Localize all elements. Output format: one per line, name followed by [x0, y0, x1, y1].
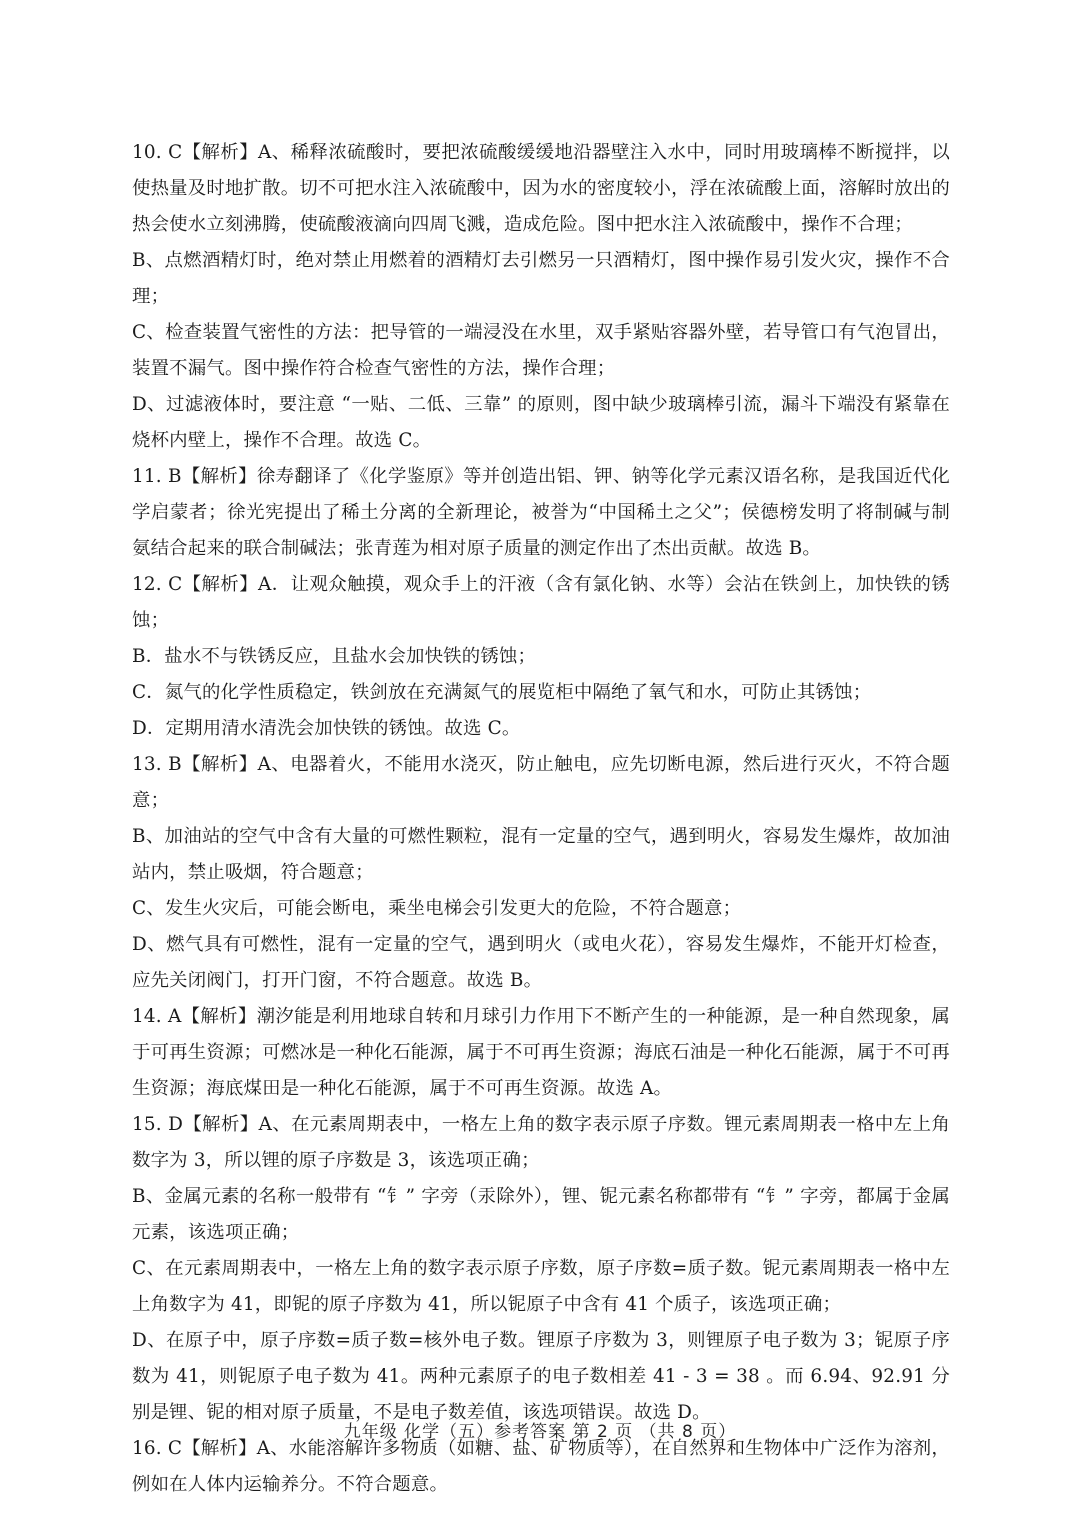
answer-12-option-d: D．定期用清水清洗会加快铁的锈蚀。故选 C。	[132, 718, 521, 739]
answer-16-option-a: 16. C【解析】A、水能溶解许多物质（如糖、盐、矿物质等），在自然界和生物体中广泛作为溶剂，例如在人体内运输养分。不符合题意。	[132, 1438, 950, 1495]
answer-15-option-b: B、金属元素的名称一般带有 “钅” 字旁（汞除外），锂、铌元素名称都带有 “钅” 字旁，都属于金属元素，该选项正确；	[132, 1186, 950, 1243]
answer-13-option-d: D、燃气具有可燃性，混有一定量的空气，遇到明火（或电火花），容易发生爆炸，不能开灯检查，应先关闭阀门，打开门窗，不符合题意。故选 B。	[132, 934, 950, 991]
answer-12-option-b: B．盐水不与铁锈反应，且盐水会加快铁的锈蚀；	[132, 646, 537, 667]
answer-15-option-a: 15. D【解析】A、在元素周期表中，一格左上角的数字表示原子序数。锂元素周期表一格中左上角数字为 3，所以锂的原子序数是 3，该选项正确；	[132, 1114, 950, 1171]
answer-15-option-c: C、在元素周期表中，一格左上角的数字表示原子序数，原子序数=质子数。铌元素周期表一格中左上角数字为 41，即铌的原子序数为 41，所以铌原子中含有 41 个质子，该选项正确；	[132, 1258, 950, 1315]
answer-14: 14. A【解析】潮汐能是利用地球自转和月球引力作用下不断产生的一种能源，是一种自然现象，属于可再生资源；可燃冰是一种化石能源，属于不可再生资源；海底石油是一种化石能源，属于不可再生资源；海底煤田是一种化石能源，属于不可再生资源。故选 A。	[132, 1006, 950, 1099]
answer-12-option-c: C．氮气的化学性质稳定，铁剑放在充满氮气的展览柜中隔绝了氧气和水，可防止其锈蚀；	[132, 682, 872, 703]
answer-15-option-d: D、在原子中，原子序数=质子数=核外电子数。锂原子序数为 3，则锂原子电子数为 3；铌原子序数为 41，则铌原子电子数为 41。两种元素原子的电子数相差 41 - 3 = 38 。而 6.94、92.91 分别是锂、铌的相对原子质量，不是电子数差值，该选项错误。故选 D。	[132, 1330, 950, 1423]
answer-10-option-c: C、检查装置气密性的方法：把导管的一端浸没在水里，双手紧贴容器外壁，若导管口有气泡冒出，装置不漏气。图中操作符合检查气密性的方法，操作合理；	[132, 322, 950, 379]
answer-12-option-a: 12. C【解析】A．让观众触摸，观众手上的汗液（含有氯化钠、水等）会沾在铁剑上，加快铁的锈蚀；	[132, 574, 950, 631]
answer-10-option-d: D、过滤液体时，要注意 “一贴、二低、三靠” 的原则，图中缺少玻璃棒引流，漏斗下端没有紧靠在烧杯内壁上，操作不合理。故选 C。	[132, 394, 950, 451]
answer-11: 11. B【解析】徐寿翻译了《化学鉴原》等并创造出铝、钾、钠等化学元素汉语名称，是我国近代化学启蒙者；徐光宪提出了稀土分离的全新理论，被誉为“中国稀土之父”；侯德榜发明了将制碱与制氨结合起来的联合制碱法；张青莲为相对原子质量的测定作出了杰出贡献。故选 B。	[132, 466, 950, 559]
answer-10-intro: 10. C【解析】A、稀释浓硫酸时，要把浓硫酸缓缓地沿器壁注入水中，同时用玻璃棒不断搅拌，以使热量及时地扩散。切不可把水注入浓硫酸中，因为水的密度较小，浮在浓硫酸上面，溶解时放出的热会使水立刻沸腾，使硫酸液滴向四周飞溅，造成危险。图中把水注入浓硫酸中，操作不合理；	[132, 142, 950, 235]
answer-10-option-b: B、点燃酒精灯时，绝对禁止用燃着的酒精灯去引燃另一只酒精灯，图中操作易引发火灾，操作不合理；	[132, 250, 950, 307]
answer-13-option-c: C、发生火灾后，可能会断电，乘坐电梯会引发更大的危险，不符合题意；	[132, 898, 742, 919]
answer-13-option-b: B、加油站的空气中含有大量的可燃性颗粒，混有一定量的空气，遇到明火，容易发生爆炸，故加油站内，禁止吸烟，符合题意；	[132, 826, 950, 883]
page-footer: 九年级 化学（五）参考答案 第 2 页 （共 8 页）	[343, 1422, 737, 1442]
answer-13-option-a: 13. B【解析】A、电器着火，不能用水浇灭，防止触电，应先切断电源，然后进行灭火，不符合题意；	[132, 754, 950, 811]
answer-content	[132, 135, 950, 1503]
